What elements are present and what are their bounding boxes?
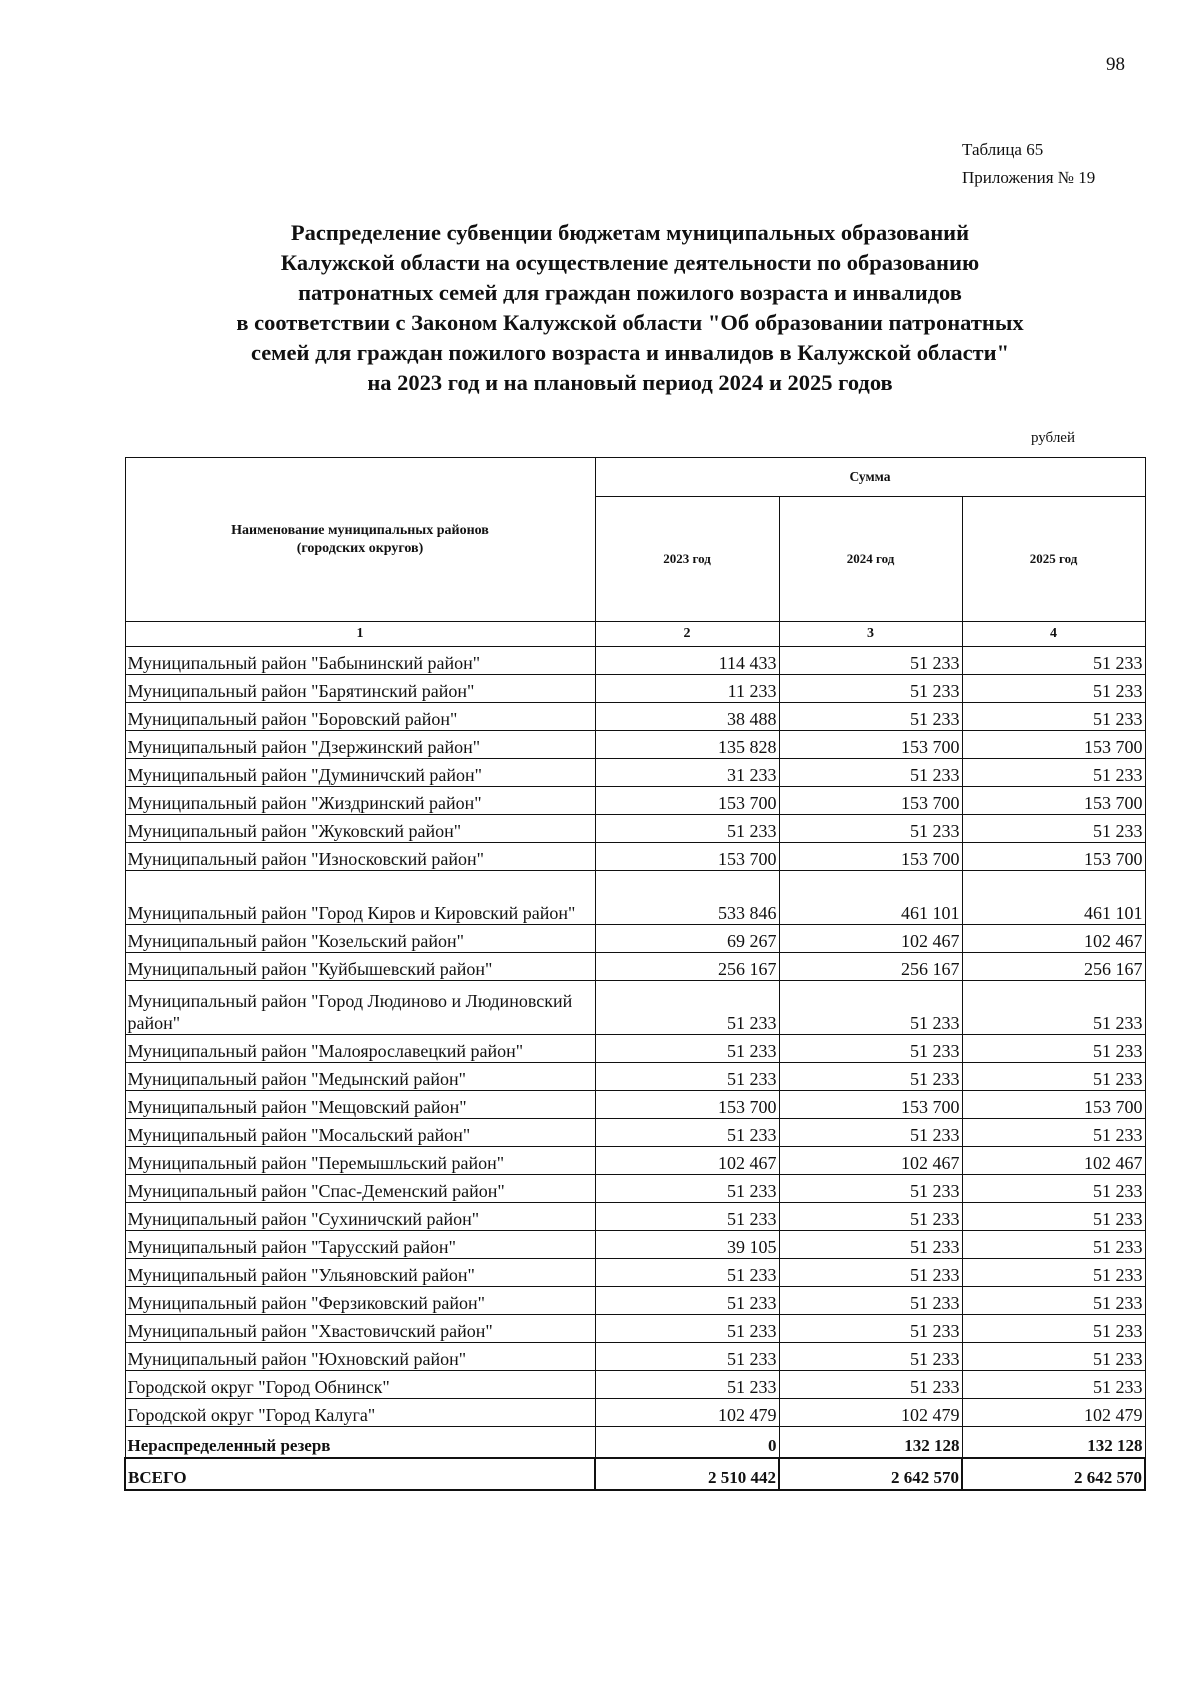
amount-2025: 51 233 bbox=[962, 1315, 1145, 1343]
reserve-row bbox=[125, 1427, 1145, 1459]
reserve-2025: 132 128 bbox=[962, 1427, 1145, 1459]
amount-2024: 51 233 bbox=[779, 1063, 962, 1091]
amount-2025: 102 479 bbox=[962, 1399, 1145, 1427]
total-name: ВСЕГО bbox=[125, 1458, 595, 1490]
district-name: Муниципальный район "Город Киров и Кировский район" bbox=[125, 871, 595, 925]
column-number: 1 bbox=[125, 622, 595, 647]
amount-2025: 153 700 bbox=[962, 843, 1145, 871]
table-row bbox=[125, 815, 1145, 843]
amount-2025: 51 233 bbox=[962, 1203, 1145, 1231]
district-name: Муниципальный район "Мещовский район" bbox=[125, 1091, 595, 1119]
amount-2024: 153 700 bbox=[779, 787, 962, 815]
amount-2025: 153 700 bbox=[962, 731, 1145, 759]
amount-2025: 461 101 bbox=[962, 871, 1145, 925]
appendix-reference: Приложения № 19 bbox=[962, 168, 1096, 187]
amount-2023: 51 233 bbox=[595, 1315, 779, 1343]
table-row bbox=[125, 1063, 1145, 1091]
district-name: Муниципальный район "Юхновский район" bbox=[125, 1343, 595, 1371]
table-row bbox=[125, 981, 1145, 1035]
column-number: 3 bbox=[779, 622, 962, 647]
units-label: рублей bbox=[1030, 430, 1075, 446]
amount-2025: 51 233 bbox=[962, 1259, 1145, 1287]
district-name: Муниципальный район "Тарусский район" bbox=[125, 1231, 595, 1259]
amount-2024: 51 233 bbox=[779, 815, 962, 843]
amount-2024: 51 233 bbox=[779, 1203, 962, 1231]
column-number: 2 bbox=[595, 622, 779, 647]
amount-2024: 102 479 bbox=[779, 1399, 962, 1427]
page-number: 98 bbox=[1106, 54, 1125, 75]
district-name: Муниципальный район "Жиздринский район" bbox=[125, 787, 595, 815]
amount-2023: 51 233 bbox=[595, 815, 779, 843]
amount-2023: 51 233 bbox=[595, 1203, 779, 1231]
table-row bbox=[125, 1175, 1145, 1203]
table-row bbox=[125, 925, 1145, 953]
district-name: Муниципальный район "Город Людиново и Людиновский район" bbox=[125, 981, 595, 1035]
district-name: Муниципальный район "Мосальский район" bbox=[125, 1119, 595, 1147]
amount-2024: 51 233 bbox=[779, 759, 962, 787]
table-row bbox=[125, 731, 1145, 759]
amount-2024: 102 467 bbox=[779, 925, 962, 953]
table-body bbox=[125, 647, 1145, 1427]
amount-2023: 51 233 bbox=[595, 1035, 779, 1063]
amount-2024: 51 233 bbox=[779, 675, 962, 703]
amount-2023: 51 233 bbox=[595, 981, 779, 1035]
table-row bbox=[125, 647, 1145, 675]
amount-2024: 51 233 bbox=[779, 647, 962, 675]
amount-2025: 51 233 bbox=[962, 703, 1145, 731]
year-header-2024: 2024 год bbox=[779, 497, 962, 622]
table-row bbox=[125, 1147, 1145, 1175]
amount-2023: 533 846 bbox=[595, 871, 779, 925]
district-name: Муниципальный район "Ферзиковский район" bbox=[125, 1287, 595, 1315]
table-row bbox=[125, 1119, 1145, 1147]
amount-2024: 153 700 bbox=[779, 731, 962, 759]
table-row bbox=[125, 1035, 1145, 1063]
sum-group-header: Сумма bbox=[595, 458, 1145, 497]
amount-2025: 51 233 bbox=[962, 675, 1145, 703]
table-row bbox=[125, 1371, 1145, 1399]
table-row bbox=[125, 871, 1145, 925]
amount-2024: 51 233 bbox=[779, 981, 962, 1035]
amount-2023: 102 467 bbox=[595, 1147, 779, 1175]
district-name: Муниципальный район "Малоярославецкий район" bbox=[125, 1035, 595, 1063]
amount-2024: 51 233 bbox=[779, 1287, 962, 1315]
amount-2025: 102 467 bbox=[962, 925, 1145, 953]
amount-2023: 51 233 bbox=[595, 1119, 779, 1147]
amount-2025: 51 233 bbox=[962, 759, 1145, 787]
amount-2025: 51 233 bbox=[962, 1231, 1145, 1259]
district-name: Муниципальный район "Боровский район" bbox=[125, 703, 595, 731]
amount-2025: 102 467 bbox=[962, 1147, 1145, 1175]
name-header-line: (городских округов) bbox=[296, 540, 424, 556]
amount-2023: 153 700 bbox=[595, 1091, 779, 1119]
district-name: Муниципальный район "Дзержинский район" bbox=[125, 731, 595, 759]
table-row bbox=[125, 1203, 1145, 1231]
amount-2023: 39 105 bbox=[595, 1231, 779, 1259]
district-name: Муниципальный район "Думиничский район" bbox=[125, 759, 595, 787]
amount-2023: 153 700 bbox=[595, 843, 779, 871]
title-line: Калужской области на осуществление деятельности по образованию bbox=[280, 250, 980, 275]
amount-2025: 51 233 bbox=[962, 1287, 1145, 1315]
amount-2023: 31 233 bbox=[595, 759, 779, 787]
district-name: Муниципальный район "Козельский район" bbox=[125, 925, 595, 953]
district-name: Городской округ "Город Обнинск" bbox=[125, 1371, 595, 1399]
table-row bbox=[125, 1343, 1145, 1371]
amount-2023: 51 233 bbox=[595, 1343, 779, 1371]
amount-2023: 38 488 bbox=[595, 703, 779, 731]
district-name: Муниципальный район "Куйбышевский район" bbox=[125, 953, 595, 981]
year-header-2023: 2023 год bbox=[595, 497, 779, 622]
amount-2025: 153 700 bbox=[962, 787, 1145, 815]
district-name: Муниципальный район "Сухиничский район" bbox=[125, 1203, 595, 1231]
amount-2023: 51 233 bbox=[595, 1063, 779, 1091]
district-name: Муниципальный район "Перемышльский район" bbox=[125, 1147, 595, 1175]
reserve-2023: 0 bbox=[595, 1427, 779, 1459]
district-name: Муниципальный район "Ульяновский район" bbox=[125, 1259, 595, 1287]
amount-2025: 51 233 bbox=[962, 981, 1145, 1035]
reserve-name: Нераспределенный резерв bbox=[125, 1427, 595, 1459]
document-title bbox=[160, 218, 1100, 398]
district-name: Городской округ "Город Калуга" bbox=[125, 1399, 595, 1427]
amount-2024: 51 233 bbox=[779, 1175, 962, 1203]
amount-2024: 51 233 bbox=[779, 1119, 962, 1147]
table-row bbox=[125, 1287, 1145, 1315]
total-2023: 2 510 442 bbox=[595, 1458, 779, 1490]
amount-2023: 51 233 bbox=[595, 1371, 779, 1399]
amount-2024: 51 233 bbox=[779, 1035, 962, 1063]
table-row bbox=[125, 1091, 1145, 1119]
amount-2025: 51 233 bbox=[962, 1035, 1145, 1063]
title-line: на 2023 год и на плановый период 2024 и 2025 годов bbox=[367, 370, 893, 395]
district-name: Муниципальный район "Жуковский район" bbox=[125, 815, 595, 843]
total-2025: 2 642 570 bbox=[962, 1458, 1145, 1490]
amount-2023: 135 828 bbox=[595, 731, 779, 759]
amount-2023: 114 433 bbox=[595, 647, 779, 675]
amount-2024: 102 467 bbox=[779, 1147, 962, 1175]
amount-2023: 11 233 bbox=[595, 675, 779, 703]
amount-2024: 51 233 bbox=[779, 703, 962, 731]
column-number: 4 bbox=[962, 622, 1145, 647]
table-row bbox=[125, 1399, 1145, 1427]
amount-2025: 51 233 bbox=[962, 815, 1145, 843]
title-line: Распределение субвенции бюджетам муниципальных образований bbox=[290, 220, 970, 245]
district-name: Муниципальный район "Барятинский район" bbox=[125, 675, 595, 703]
reserve-2024: 132 128 bbox=[779, 1427, 962, 1459]
table-row bbox=[125, 1259, 1145, 1287]
year-header-2025: 2025 год bbox=[962, 497, 1145, 622]
amount-2023: 51 233 bbox=[595, 1259, 779, 1287]
amount-2025: 51 233 bbox=[962, 1119, 1145, 1147]
total-row bbox=[125, 1458, 1145, 1490]
amount-2025: 256 167 bbox=[962, 953, 1145, 981]
amount-2024: 153 700 bbox=[779, 843, 962, 871]
amount-2024: 256 167 bbox=[779, 953, 962, 981]
table-row bbox=[125, 1231, 1145, 1259]
amount-2024: 51 233 bbox=[779, 1259, 962, 1287]
table-row bbox=[125, 703, 1145, 731]
amount-2025: 51 233 bbox=[962, 1175, 1145, 1203]
table-row bbox=[125, 1315, 1145, 1343]
district-name: Муниципальный район "Хвастовичский район" bbox=[125, 1315, 595, 1343]
amount-2023: 102 479 bbox=[595, 1399, 779, 1427]
table-row bbox=[125, 759, 1145, 787]
amount-2024: 51 233 bbox=[779, 1315, 962, 1343]
title-line: в соответствии с Законом Калужской области "Об образовании патронатных bbox=[236, 310, 1024, 335]
amount-2025: 51 233 bbox=[962, 647, 1145, 675]
title-line: семей для граждан пожилого возраста и инвалидов в Калужской области" bbox=[250, 340, 1010, 365]
name-header-line: Наименование муниципальных районов bbox=[231, 522, 489, 538]
amount-2024: 461 101 bbox=[779, 871, 962, 925]
amount-2023: 69 267 bbox=[595, 925, 779, 953]
table-row bbox=[125, 787, 1145, 815]
district-name: Муниципальный район "Бабынинский район" bbox=[125, 647, 595, 675]
amount-2024: 51 233 bbox=[779, 1343, 962, 1371]
amount-2025: 51 233 bbox=[962, 1343, 1145, 1371]
amount-2023: 153 700 bbox=[595, 787, 779, 815]
amount-2024: 51 233 bbox=[779, 1371, 962, 1399]
district-name: Муниципальный район "Износковский район" bbox=[125, 843, 595, 871]
total-2024: 2 642 570 bbox=[779, 1458, 962, 1490]
amount-2024: 153 700 bbox=[779, 1091, 962, 1119]
amount-2025: 51 233 bbox=[962, 1371, 1145, 1399]
district-name: Муниципальный район "Спас-Деменский район" bbox=[125, 1175, 595, 1203]
name-column-header bbox=[125, 458, 595, 622]
subvention-table bbox=[124, 457, 1146, 1491]
table-row bbox=[125, 843, 1145, 871]
amount-2024: 51 233 bbox=[779, 1231, 962, 1259]
amount-2025: 153 700 bbox=[962, 1091, 1145, 1119]
table-row bbox=[125, 675, 1145, 703]
amount-2025: 51 233 bbox=[962, 1063, 1145, 1091]
district-name: Муниципальный район "Медынский район" bbox=[125, 1063, 595, 1091]
amount-2023: 51 233 bbox=[595, 1287, 779, 1315]
title-line: патронатных семей для граждан пожилого возраста и инвалидов bbox=[298, 280, 962, 305]
amount-2023: 51 233 bbox=[595, 1175, 779, 1203]
amount-2023: 256 167 bbox=[595, 953, 779, 981]
table-reference: Таблица 65 bbox=[962, 140, 1044, 159]
table-row bbox=[125, 953, 1145, 981]
